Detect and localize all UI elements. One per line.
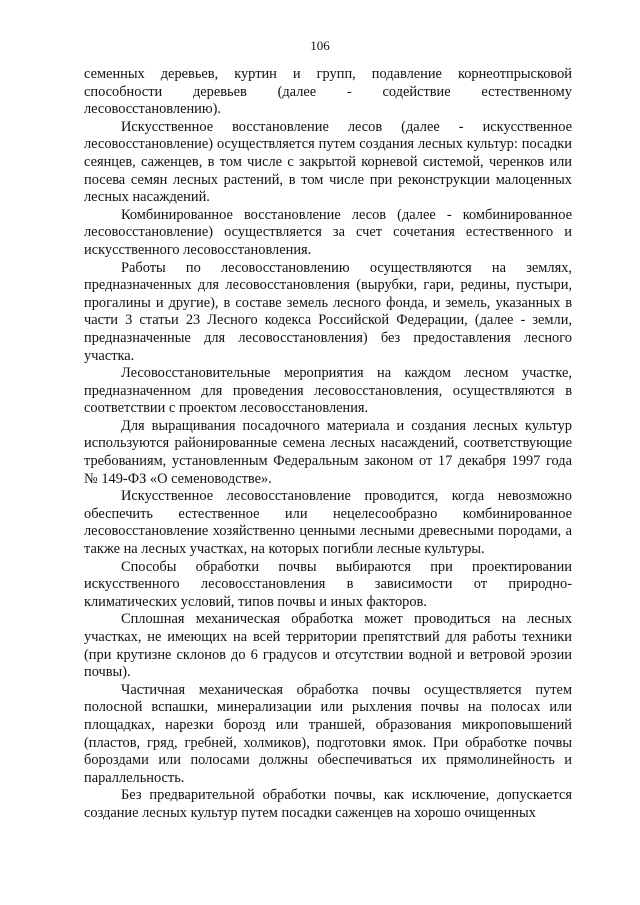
document-body bbox=[84, 66, 572, 823]
paragraph-9: Сплошная механическая обработка может проводиться на лесных участках, не имеющих на всей территории препятствий для работы техники (при крутизне склонов до 6 градусов и отсутствии водной и ветровой эрозии почвы). bbox=[84, 611, 572, 681]
paragraph-4: Работы по лесовосстановлению осуществляются на землях, предназначенных для лесовосстановления (вырубки, гари, редины, пустыри, прогалины и другие), в составе земель лесного фонда, и земель, указанных в части 3 статьи 23 Лесного кодекса Российской Федерации, (далее - земли, предназначенные для лесовосстановления) без предоставления лесного участка. bbox=[84, 259, 572, 364]
paragraph-3: Комбинированное восстановление лесов (далее - комбинированное лесовосстановление) осуществляется за счет сочетания естественного и искусственного лесовосстановления. bbox=[84, 206, 572, 258]
paragraph-7: Искусственное лесовосстановление проводится, когда невозможно обеспечить естественное или нецелесообразно комбинированное лесовосстановление хозяйственно ценными лесными древесными породами, а также на лесных участках, на которых погибли лесные культуры. bbox=[84, 488, 572, 558]
page-number: 106 bbox=[310, 38, 330, 53]
paragraph-5: Лесовосстановительные мероприятия на каждом лесном участке, предназначенном для проведения лесовосстановления, осуществляются в соответствии с проектом лесовосстановления. bbox=[84, 365, 572, 417]
paragraph-6: Для выращивания посадочного материала и создания лесных культур используются районированные семена лесных насаждений, соответствующие требованиям, установленным Федеральным законом от 17 декабря 1997 года № 149-ФЗ «О семеноводстве». bbox=[84, 417, 572, 487]
paragraph-11: Без предварительной обработки почвы, как исключение, допускается создание лесных культур путем посадки саженцев на хорошо очищенных bbox=[84, 787, 572, 821]
paragraph-8: Способы обработки почвы выбираются при проектировании искусственного лесовосстановления в зависимости от природно-климатических условий, типов почвы и иных факторов. bbox=[84, 558, 572, 610]
paragraph-10: Частичная механическая обработка почвы осуществляется путем полосной вспашки, минерализации или рыхления почвы на полосах или площадках, нарезки борозд или траншей, образования микроповышений (пластов, гряд, гребней, холмиков), подготовки ямок. При обработке почвы бороздами или полосами должны обеспечиваться их прямолинейность и параллельность. bbox=[84, 681, 572, 786]
paragraph-1: семенных деревьев, куртин и групп, подавление корнеотпрысковой способности деревьев (далее - содействие естественному лесовосстановлению). bbox=[84, 66, 572, 118]
paragraph-2: Искусственное восстановление лесов (далее - искусственное лесовосстановление) осуществляется путем создания лесных культур: посадки сеянцев, саженцев, в том числе с закрытой корневой системой, черенков или посева семян лесных растений, в том числе при реконструкции малоценных лесных насаждений. bbox=[84, 118, 572, 206]
